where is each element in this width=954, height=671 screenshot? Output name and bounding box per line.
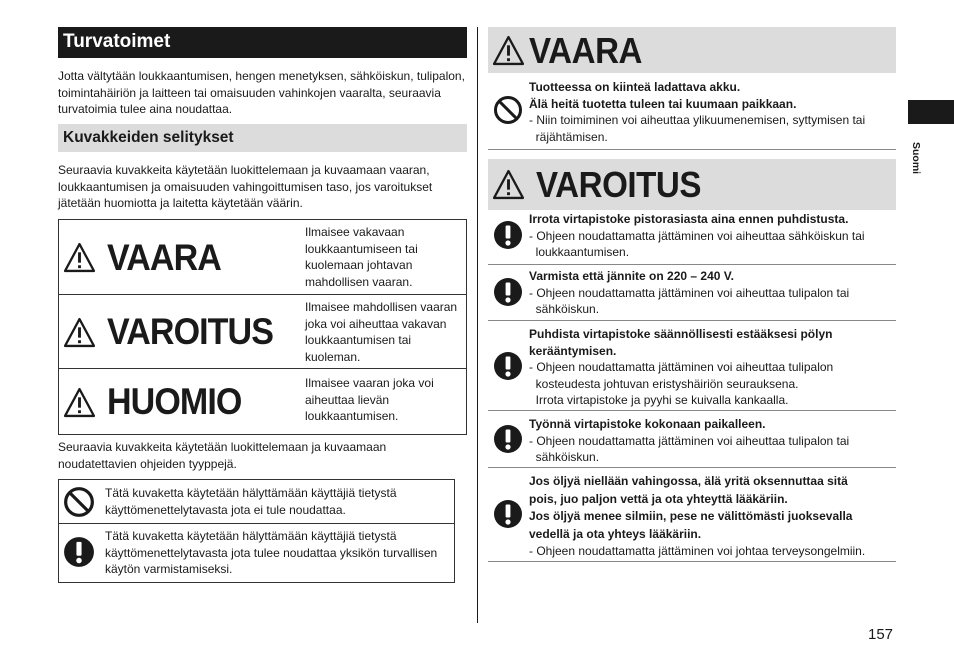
signal-words-table bbox=[58, 219, 467, 435]
warning-triangle-icon bbox=[64, 387, 95, 418]
symbol-row-prohibition bbox=[59, 480, 454, 524]
varoitus-item bbox=[488, 416, 896, 468]
signal-row-varoitus bbox=[59, 295, 466, 369]
symbols-intro-text: Seuraavia kuvakkeita käytetään luokittelemaan ja kuvaamaan noudatettavien ohjeiden tyyppejä. bbox=[58, 440, 387, 471]
separator bbox=[488, 561, 896, 562]
vaara-item-text bbox=[529, 79, 896, 145]
separator bbox=[488, 410, 896, 411]
page-number: 157 bbox=[868, 626, 894, 643]
varoitus-item bbox=[488, 211, 896, 263]
separator bbox=[488, 467, 896, 468]
warning-triangle-icon bbox=[64, 242, 95, 273]
signal-description: Ilmaisee vakavaan loukkaantumiseen tai kuolemaan johtavan mahdollisen vaaran. bbox=[305, 225, 418, 289]
signal-row-huomio bbox=[59, 369, 466, 434]
item-instruction: Työnnä virtapistoke kokonaan paikalleen. bbox=[529, 417, 766, 431]
item-note: - Ohjeen noudattamatta jättäminen voi johtaa terveysongelmiin. bbox=[529, 544, 866, 558]
signal-description: Ilmaisee vaaran joka voi aiheuttaa lievän loukkaantumisen. bbox=[305, 376, 434, 423]
signal-word: VAARA bbox=[107, 237, 221, 278]
section-header bbox=[58, 27, 467, 58]
mandatory-icon bbox=[493, 351, 523, 381]
item-note: - Ohjeen noudattamatta jättäminen voi aiheuttaa tulipalon tai sähköiskun. bbox=[529, 285, 850, 316]
vaara-title: VAARA bbox=[529, 30, 643, 71]
item-instruction: Varmista että jännite on 220 – 240 V. bbox=[529, 269, 734, 283]
mandatory-icon bbox=[493, 424, 523, 454]
separator bbox=[488, 264, 896, 265]
symbol-row-mandatory bbox=[59, 524, 454, 582]
subsection-title: Kuvakkeiden selitykset bbox=[63, 129, 234, 146]
item-note: - Niin toimiminen voi aiheuttaa ylikuumenemisen, syttymisen tai räjähtämisen. bbox=[529, 113, 866, 144]
warning-triangle-icon bbox=[64, 317, 95, 348]
varoitus-item-text bbox=[529, 416, 896, 466]
item-instruction: Tuotteessa on kiinteä ladattava akku. Älä heitä tuotetta tuleen tai kuumaan paikkaan. bbox=[529, 80, 797, 111]
mandatory-icon bbox=[63, 536, 95, 568]
varoitus-item bbox=[488, 326, 896, 410]
prohibition-icon bbox=[63, 486, 95, 518]
symbol-description: Tätä kuvaketta käytetään hälyttämään käyttäjiä tietystä käyttömenettelytavasta jota ei tule noudattaa. bbox=[105, 486, 397, 517]
intro-text: Jotta vältytään loukkaantumisen, hengen menetyksen, sähköiskun, tulipalon, toimintahäiriön ja laitteen tai omaisuuden vahinkojen vaaralta, seuraavia turvatoimia tulee aina noudattaa. bbox=[58, 69, 465, 116]
separator bbox=[488, 149, 896, 150]
varoitus-item bbox=[488, 473, 896, 563]
item-instruction: Jos öljyä niellään vahingossa, älä yritä oksennuttaa sitä pois, juo paljon vettä ja ota yhteyttä lääkäriin. Jos öljyä menee silmiin, pese ne välittömästi juoksevalla vedellä ja ota yhteys lääkäriin. bbox=[529, 474, 853, 541]
vaara-item bbox=[488, 79, 896, 149]
signal-word: HUOMIO bbox=[107, 381, 242, 422]
varoitus-title: VAROITUS bbox=[536, 164, 701, 205]
varoitus-item-text bbox=[529, 473, 896, 561]
vaara-header bbox=[488, 27, 896, 73]
subsection-header bbox=[58, 124, 467, 152]
symbol-description: Tätä kuvaketta käytetään hälyttämään käyttäjiä tietystä käyttömenettelytavasta jota tulee noudattaa yksikön turvallisen käytön varmistamiseksi. bbox=[105, 529, 438, 576]
varoitus-item bbox=[488, 268, 896, 320]
warning-triangle-icon bbox=[493, 35, 524, 66]
icons-intro-text: Seuraavia kuvakkeita käytetään luokittelemaan ja kuvaamaan vaaran, loukkaantumisen ja omaisuuden vahingoittumisen taso, jos varoitukset jätetään huomiotta ja laitetta käytetään väärin. bbox=[58, 163, 433, 210]
column-divider bbox=[477, 27, 478, 623]
signal-word: VAROITUS bbox=[107, 311, 274, 352]
varoitus-item-text bbox=[529, 211, 896, 261]
item-instruction: Irrota virtapistoke pistorasiasta aina ennen puhdistusta. bbox=[529, 212, 849, 226]
item-note: - Ohjeen noudattamatta jättäminen voi aiheuttaa tulipalon tai sähköiskun. bbox=[529, 433, 850, 464]
symbols-table bbox=[58, 479, 455, 583]
varoitus-header bbox=[488, 159, 896, 210]
mandatory-icon bbox=[493, 499, 523, 529]
mandatory-icon bbox=[493, 220, 523, 250]
prohibition-icon bbox=[493, 95, 523, 125]
language-tab bbox=[908, 100, 954, 124]
signal-row-vaara bbox=[59, 220, 466, 295]
signal-description: Ilmaisee mahdollisen vaaran joka voi aiheuttaa vakavan loukkaantumisen tai kuoleman. bbox=[305, 300, 458, 364]
item-note: - Ohjeen noudattamatta jättäminen voi aiheuttaa tulipalon kosteudesta johtuvan eristyshäiriön seurauksena. Irrota virtapistoke ja pyyhi se kuivalla kankaalla. bbox=[529, 360, 834, 407]
section-title: Turvatoimet bbox=[63, 31, 171, 52]
separator bbox=[488, 320, 896, 321]
warning-triangle-icon bbox=[493, 169, 524, 200]
item-note: - Ohjeen noudattamatta jättäminen voi aiheuttaa sähköiskun tai loukkaantumisen. bbox=[529, 228, 865, 259]
mandatory-icon bbox=[493, 277, 523, 307]
varoitus-item-text bbox=[529, 326, 896, 409]
varoitus-item-text bbox=[529, 268, 896, 318]
item-instruction: Puhdista virtapistoke säännöllisesti estääksesi pölyn kerääntymisen. bbox=[529, 327, 833, 358]
language-label: Suomi bbox=[910, 142, 922, 175]
